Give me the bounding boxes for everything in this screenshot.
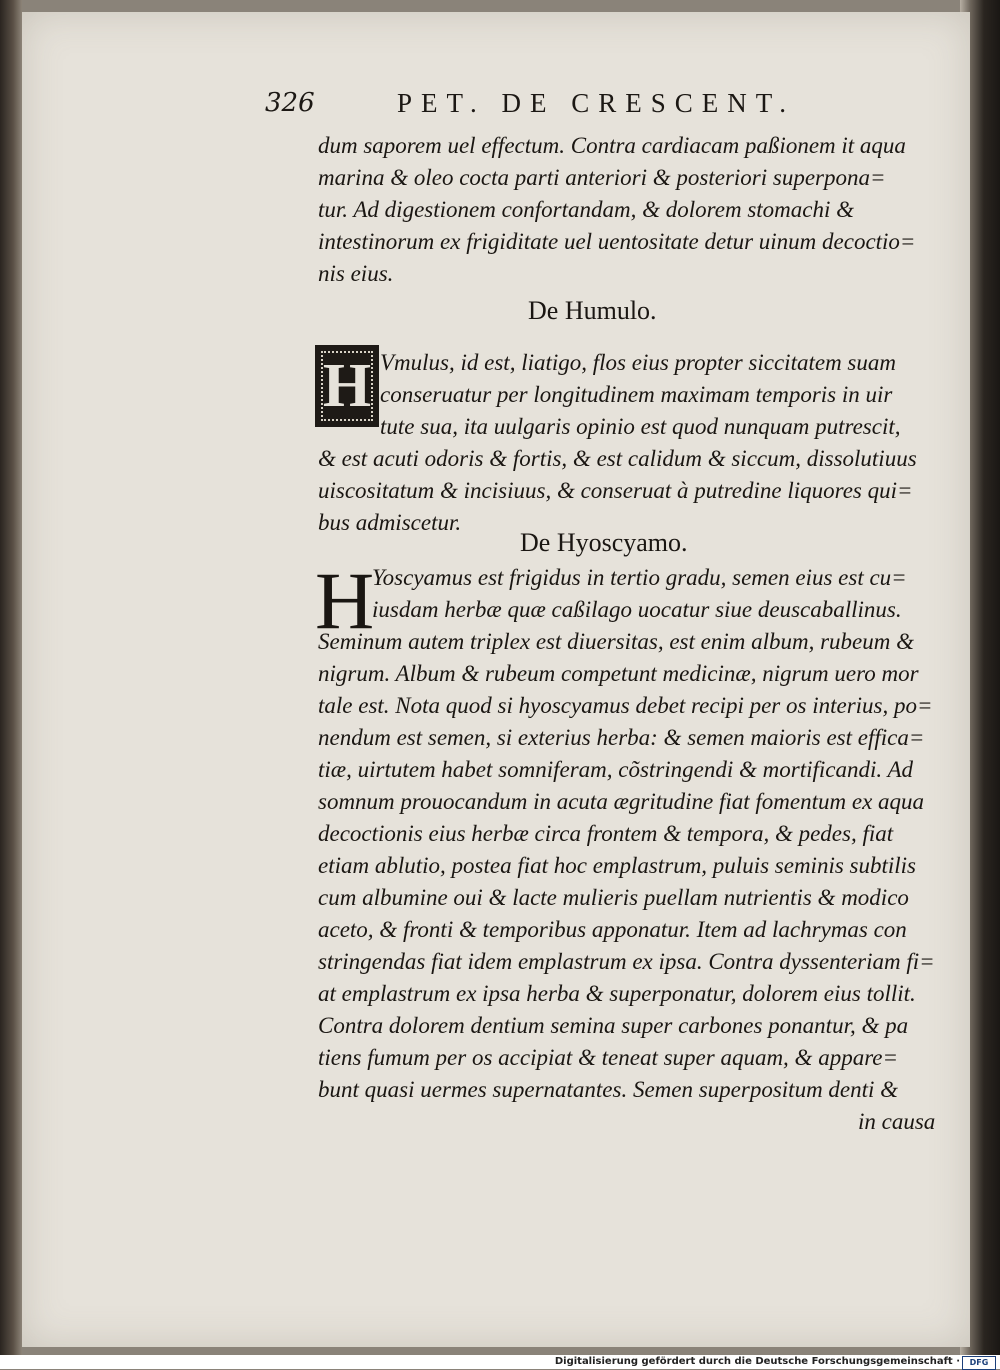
text-line: Yoscyamus est frigidus in tertio gradu, semen eius est cu= <box>372 565 907 590</box>
text-line: Vmulus, id est, liatigo, flos eius propter siccitatem suam <box>380 350 896 375</box>
text-line: cum albumine oui & lacte mulieris puellam nutrientis & modico <box>318 885 909 910</box>
text-line: marina & oleo cocta parti anteriori & posteriori superpona= <box>318 165 886 190</box>
text-line: uiscositatum & incisiuus, & conseruat à putredine liquores qui= <box>318 478 913 503</box>
text-line: iusdam herbæ quæ caßilago uocatur siue deuscaballinus. <box>372 597 902 622</box>
dfg-logo-icon: DFG <box>962 1356 996 1370</box>
text-line: tute sua, ita uulgaris opinio est quod nunquam putrescit, <box>380 414 901 439</box>
text-line: tur. Ad digestionem confortandam, & dolorem stomachi & <box>318 197 855 222</box>
section-heading-humulo: De Humulo. <box>528 296 657 325</box>
page-number: 326 <box>265 88 315 118</box>
text-line: bus admiscetur. <box>318 510 462 535</box>
funding-notice: Digitalisierung gefördert durch die Deutsche Forschungsgemeinschaft · <box>554 1356 960 1367</box>
text-line: bunt quasi uermes supernatantes. Semen superpositum denti & <box>318 1077 899 1102</box>
text-line: at emplastrum ex ipsa herba & superponatur, dolorem eius tollit. <box>318 981 916 1006</box>
text-line: tale est. Nota quod si hyoscyamus debet recipi per os interius, po= <box>318 693 933 718</box>
text-line: tiæ, uirtutem habet somniferam, cõstringendi & mortificandi. Ad <box>318 757 914 782</box>
text-line: somnum prouocandum in acuta ægritudine fiat fomentum ex aqua <box>318 789 925 814</box>
text-line: etiam ablutio, postea fiat hoc emplastrum, puluis seminis subtilis <box>318 853 916 878</box>
initial-letter: H <box>322 352 372 420</box>
text-line: aceto, & fronti & temporibus apponatur. Item ad lachrymas con <box>318 917 907 942</box>
text-line: decoctionis eius herbæ circa frontem & tempora, & pedes, fiat <box>318 821 894 846</box>
section-heading-hyoscyamo: De Hyoscyamo. <box>520 528 688 557</box>
text-line: & est acuti odoris & fortis, & est calidum & siccum, dissolutiuus <box>318 446 917 471</box>
page-header <box>265 88 835 128</box>
footer-bar <box>0 1355 1000 1369</box>
text-line: nis eius. <box>318 261 394 286</box>
text-line: dum saporem uel effectum. Contra cardiacam paßionem it aqua <box>318 133 906 158</box>
text-line: Contra dolorem dentium semina super carbones ponantur, & pa <box>318 1013 909 1038</box>
text-line: conseruatur per longitudinem maximam temporis in uir <box>380 382 893 407</box>
text-line: tiens fumum per os accipiat & teneat super aquam, & appare= <box>318 1045 899 1070</box>
text-line: nigrum. Album & rubeum competunt medicinæ, nigrum uero mor <box>318 661 919 686</box>
initial-letter-h: H <box>315 555 375 646</box>
decorated-initial-h <box>315 345 379 427</box>
text-line: nendum est semen, si exterius herba: & semen maioris est effica= <box>318 725 925 750</box>
text-line: stringendas fiat idem emplastrum ex ipsa. Contra dyssenteriam fi= <box>318 949 935 974</box>
running-head: PET. DE CRESCENT. <box>397 88 796 118</box>
text-line: intestinorum ex frigiditate uel uentositate detur uinum decoctio= <box>318 229 916 254</box>
text-line: Seminum autem triplex est diuersitas, est enim album, rubeum & <box>318 629 915 654</box>
book-binding-shadow <box>0 0 22 1355</box>
catchword: in causa <box>858 1109 936 1134</box>
